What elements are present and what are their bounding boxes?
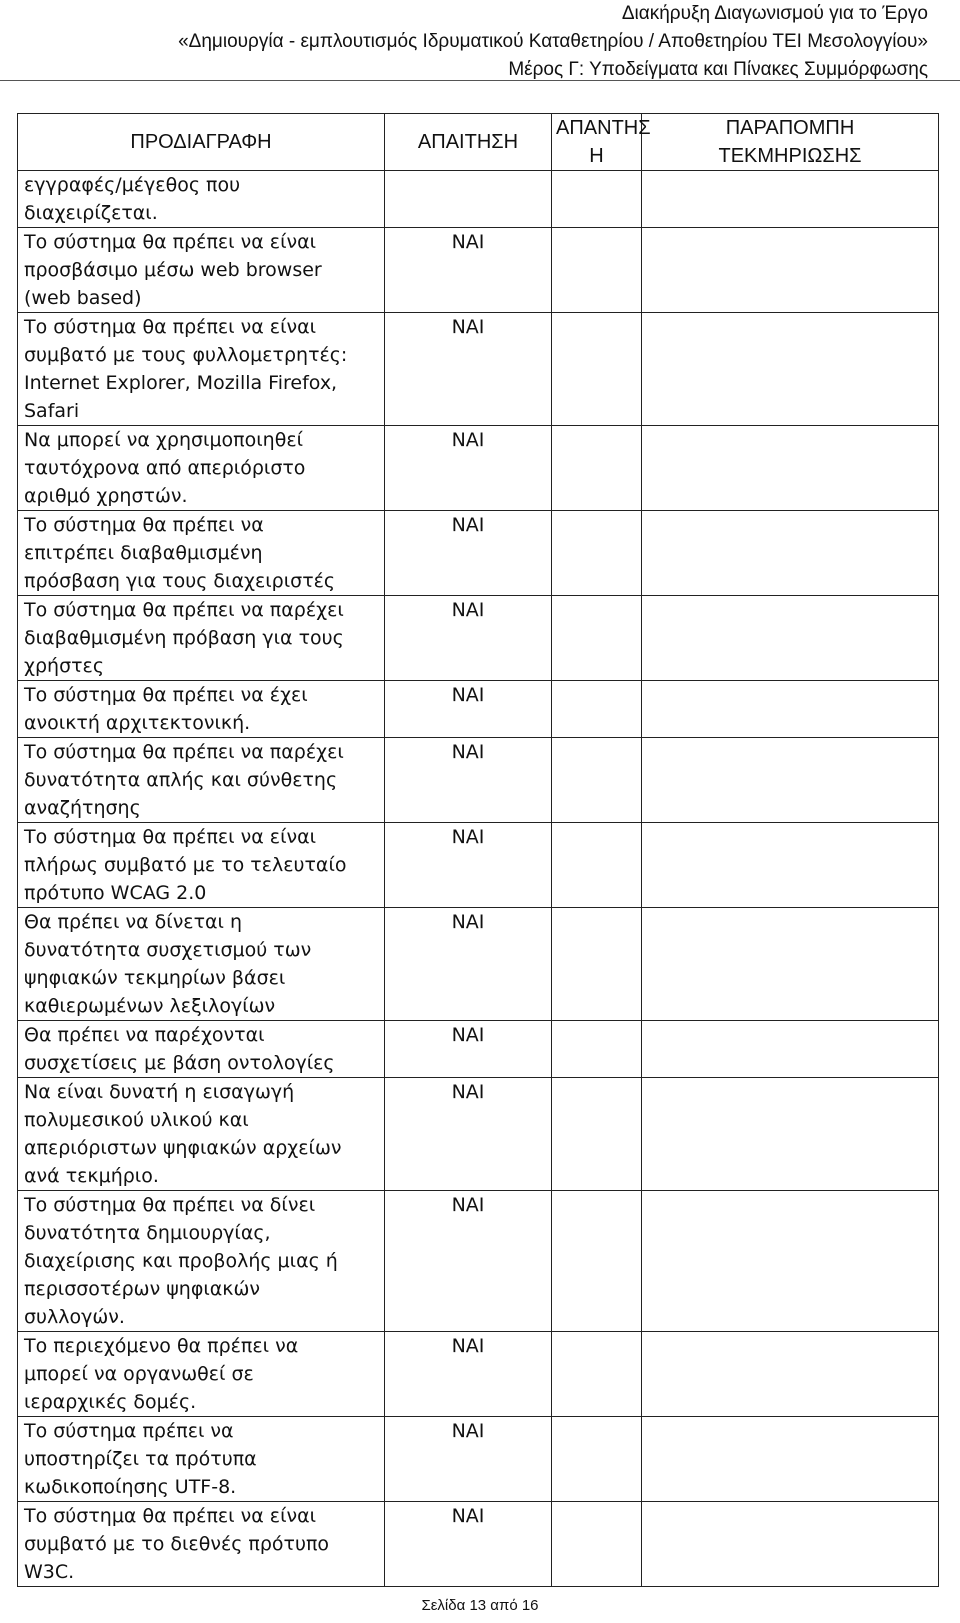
column-header-answer: ΑΠΑΝΤΗΣ Η — [552, 114, 642, 171]
specification-cell: Το σύστημα θα πρέπει να παρέχει δυνατότητα απλής και σύνθετης αναζήτησης — [18, 738, 385, 823]
reference-cell — [642, 1021, 939, 1078]
requirement-cell: ΝΑΙ — [385, 1021, 552, 1078]
answer-cell — [552, 596, 642, 681]
reference-cell — [642, 313, 939, 426]
reference-cell — [642, 596, 939, 681]
header-line-3: Μέρος Γ: Υποδείγματα και Πίνακες Συμμόρφωσης — [508, 59, 928, 80]
reference-cell — [642, 171, 939, 228]
table-row — [18, 228, 939, 313]
answer-cell — [552, 313, 642, 426]
table-row — [18, 681, 939, 738]
table-row — [18, 823, 939, 908]
answer-cell — [552, 1191, 642, 1332]
specification-cell: Το σύστημα θα πρέπει να είναι συμβατό με το διεθνές πρότυπο W3C. — [18, 1502, 385, 1587]
requirement-cell: ΝΑΙ — [385, 908, 552, 1021]
reference-cell — [642, 823, 939, 908]
specification-cell: Το σύστημα θα πρέπει να είναι συμβατό με τους φυλλομετρητές: Internet Explorer, Mozilla Firefox, Safari — [18, 313, 385, 426]
answer-cell — [552, 511, 642, 596]
requirement-cell: ΝΑΙ — [385, 1502, 552, 1587]
reference-cell — [642, 681, 939, 738]
specification-cell: Το σύστημα θα πρέπει να επιτρέπει διαβαθμισμένη πρόσβαση για τους διαχειριστές — [18, 511, 385, 596]
specification-cell: Θα πρέπει να παρέχονται συσχετίσεις με βάση οντολογίες — [18, 1021, 385, 1078]
answer-cell — [552, 823, 642, 908]
requirement-cell: ΝΑΙ — [385, 596, 552, 681]
table-row — [18, 596, 939, 681]
specification-cell: Το σύστημα θα πρέπει να παρέχει διαβαθμισμένη πρόβαση για τους χρήστες — [18, 596, 385, 681]
requirement-cell: ΝΑΙ — [385, 511, 552, 596]
specification-cell: Να είναι δυνατή η εισαγωγή πολυμεσικού υλικού και απεριόριστων ψηφιακών αρχείων ανά τεκμήριο. — [18, 1078, 385, 1191]
reference-cell — [642, 1191, 939, 1332]
specification-cell: Θα πρέπει να δίνεται η δυνατότητα συσχετισμού των ψηφιακών τεκμηρίων βάσει καθιερωμένων λεξιλογίων — [18, 908, 385, 1021]
answer-cell — [552, 1078, 642, 1191]
header-line-1: Διακήρυξη Διαγωνισμού για το Έργο — [621, 3, 928, 24]
requirement-cell: ΝΑΙ — [385, 1078, 552, 1191]
compliance-table — [17, 113, 939, 1587]
reference-cell — [642, 908, 939, 1021]
specification-cell: Το σύστημα θα πρέπει να είναι πλήρως συμβατό με το τελευταίο πρότυπο WCAG 2.0 — [18, 823, 385, 908]
reference-cell — [642, 1332, 939, 1417]
table-body — [18, 171, 939, 1587]
specification-cell: Το σύστημα πρέπει να υποστηρίζει τα πρότυπα κωδικοποίησης UTF-8. — [18, 1417, 385, 1502]
table-row — [18, 908, 939, 1021]
requirement-cell — [385, 171, 552, 228]
reference-cell — [642, 426, 939, 511]
answer-cell — [552, 681, 642, 738]
requirement-cell: ΝΑΙ — [385, 1332, 552, 1417]
reference-cell — [642, 1078, 939, 1191]
reference-cell — [642, 1502, 939, 1587]
document-header — [28, 0, 928, 84]
header-line-2: «Δημιουργία - εμπλουτισμός Ιδρυματικού Καταθετηρίου / Αποθετηρίου ΤΕΙ Μεσολογγίου» — [178, 31, 928, 52]
table-row — [18, 1417, 939, 1502]
specification-cell: εγγραφές/μέγεθος που διαχειρίζεται. — [18, 171, 385, 228]
table-row — [18, 1078, 939, 1191]
answer-cell — [552, 171, 642, 228]
table-header-row — [18, 114, 939, 171]
reference-cell — [642, 1417, 939, 1502]
table-row — [18, 738, 939, 823]
answer-cell — [552, 426, 642, 511]
table-row — [18, 1191, 939, 1332]
answer-cell — [552, 1332, 642, 1417]
answer-cell — [552, 738, 642, 823]
answer-cell — [552, 908, 642, 1021]
table-row — [18, 426, 939, 511]
requirement-cell: ΝΑΙ — [385, 228, 552, 313]
specification-cell: Το σύστημα θα πρέπει να έχει ανοικτή αρχιτεκτονική. — [18, 681, 385, 738]
requirement-cell: ΝΑΙ — [385, 1417, 552, 1502]
requirement-cell: ΝΑΙ — [385, 823, 552, 908]
table-row — [18, 1332, 939, 1417]
requirement-cell: ΝΑΙ — [385, 738, 552, 823]
table-row — [18, 313, 939, 426]
table-row — [18, 511, 939, 596]
answer-cell — [552, 1502, 642, 1587]
table-row — [18, 1021, 939, 1078]
specification-cell: Το σύστημα θα πρέπει να είναι προσβάσιμο μέσω web browser (web based) — [18, 228, 385, 313]
table-row — [18, 171, 939, 228]
reference-cell — [642, 511, 939, 596]
specification-cell: Το περιεχόμενο θα πρέπει να μπορεί να οργανωθεί σε ιεραρχικές δομές. — [18, 1332, 385, 1417]
requirement-cell: ΝΑΙ — [385, 1191, 552, 1332]
answer-cell — [552, 1021, 642, 1078]
page-number: Σελίδα 13 από 16 — [421, 1597, 539, 1614]
specification-cell: Το σύστημα θα πρέπει να δίνει δυνατότητα δημιουργίας, διαχείρισης και προβολής μιας ή περισσοτέρων ψηφιακών συλλογών. — [18, 1191, 385, 1332]
column-header-specification: ΠΡΟΔΙΑΓΡΑΦΗ — [18, 114, 385, 171]
header-divider — [0, 80, 960, 81]
column-header-reference: ΠΑΡΑΠΟΜΠΗ ΤΕΚΜΗΡΙΩΣΗΣ — [642, 114, 939, 171]
requirement-cell: ΝΑΙ — [385, 426, 552, 511]
column-header-requirement: ΑΠΑΙΤΗΣΗ — [385, 114, 552, 171]
specification-cell: Να μπορεί να χρησιμοποιηθεί ταυτόχρονα από απεριόριστο αριθμό χρηστών. — [18, 426, 385, 511]
requirement-cell: ΝΑΙ — [385, 313, 552, 426]
table-row — [18, 1502, 939, 1587]
answer-cell — [552, 228, 642, 313]
requirement-cell: ΝΑΙ — [385, 681, 552, 738]
answer-cell — [552, 1417, 642, 1502]
reference-cell — [642, 738, 939, 823]
reference-cell — [642, 228, 939, 313]
